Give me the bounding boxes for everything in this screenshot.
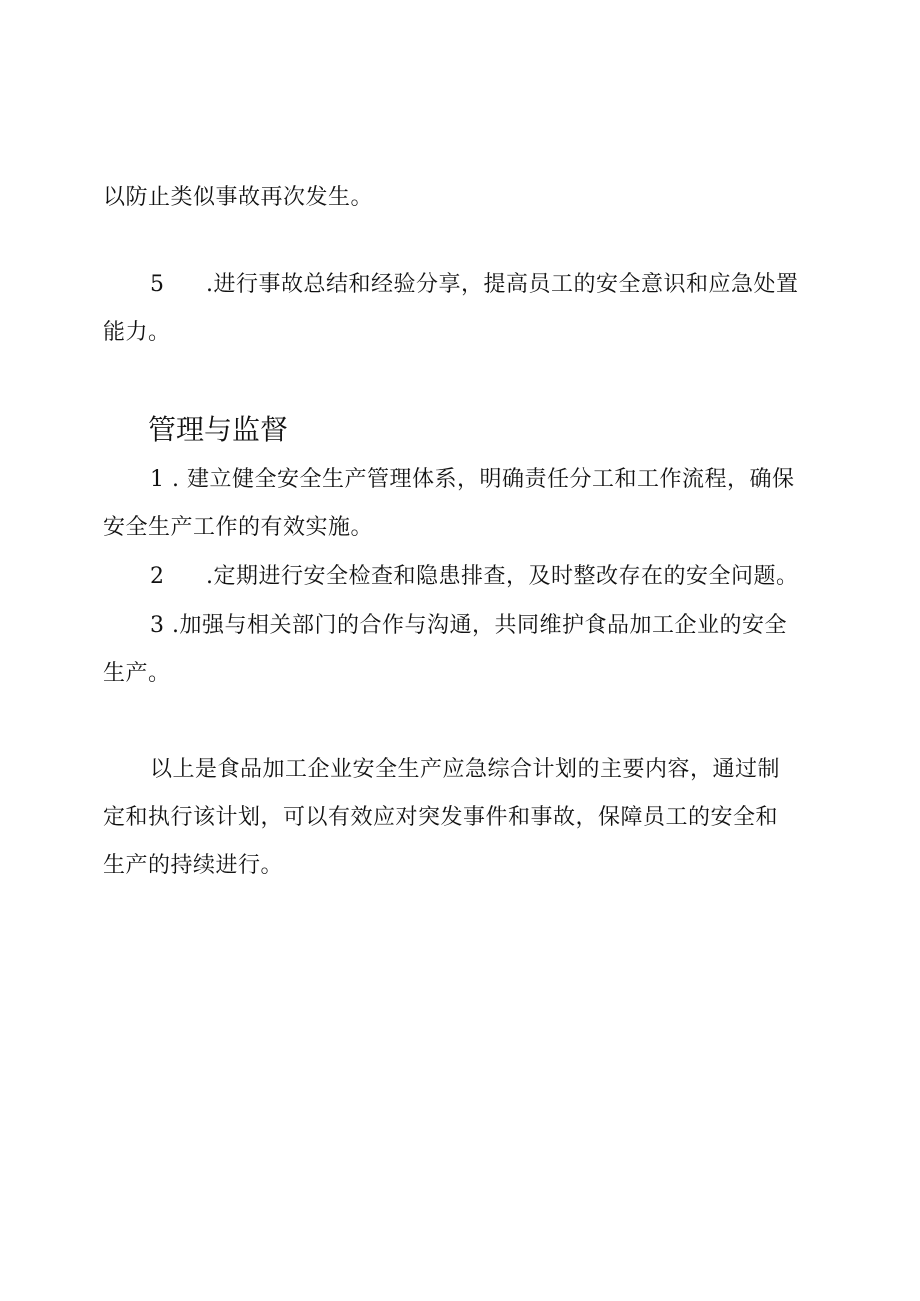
list-item-1-line-1 bbox=[150, 465, 795, 495]
section-heading: 管理与监督 bbox=[148, 413, 289, 446]
list-item-2-number: 2 bbox=[150, 564, 165, 589]
list-item-5-number: 5 bbox=[150, 272, 165, 297]
conclusion-line-2: 定和执行该计划，可以有效应对突发事件和事故，保障员工的安全和 bbox=[103, 805, 779, 830]
list-item-5-text: .进行事故总结和经验分享，提高员工的安全意识和应急处置 bbox=[206, 272, 799, 297]
list-item-3-text: .加强与相关部门的合作与沟通，共同维护食品加工企业的安全 bbox=[172, 613, 787, 638]
list-item-5-line-2: 能力。 bbox=[103, 320, 171, 345]
list-item-1-number: 1 bbox=[150, 467, 165, 492]
list-item-2-line-1 bbox=[150, 562, 799, 592]
conclusion-line-1: 以上是食品加工企业安全生产应急综合计划的主要内容，通过制 bbox=[150, 757, 781, 782]
list-item-5-line-1 bbox=[150, 270, 799, 300]
list-item-3-line-1 bbox=[150, 611, 787, 641]
continuation-text: 以防止类似事故再次发生。 bbox=[103, 185, 374, 210]
conclusion-line-3: 生产的持续进行。 bbox=[103, 853, 284, 878]
list-item-1-line-2: 安全生产工作的有效实施。 bbox=[103, 515, 374, 540]
list-item-1-text: . 建立健全安全生产管理体系，明确责任分工和工作流程，确保 bbox=[172, 467, 795, 492]
list-item-3-line-2: 生产。 bbox=[103, 661, 171, 686]
list-item-2-text: .定期进行安全检查和隐患排查，及时整改存在的安全问题。 bbox=[206, 564, 799, 589]
list-item-3-number: 3 bbox=[150, 613, 165, 638]
